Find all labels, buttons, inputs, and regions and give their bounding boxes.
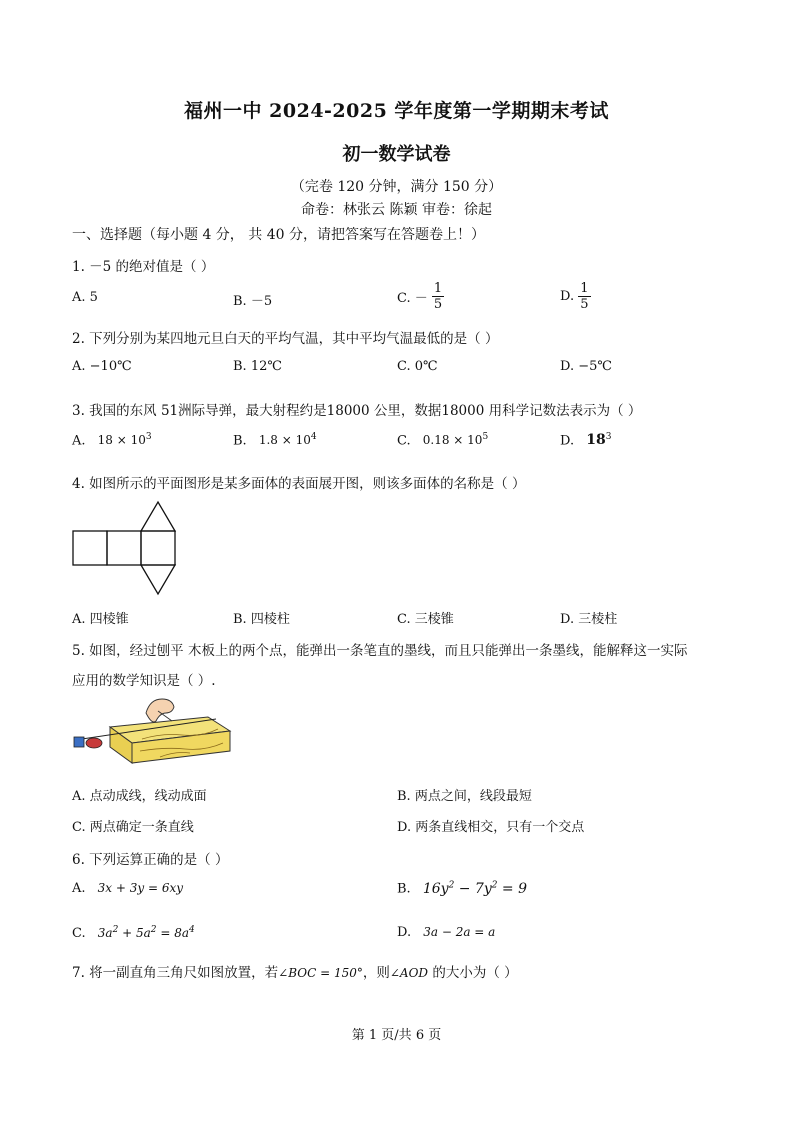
fraction-numerator: 1 — [433, 281, 443, 296]
q6-option-b — [397, 880, 527, 897]
q5-option-a: A. 点动成线，线动成面 — [72, 789, 207, 804]
q5-option-d: D. 两条直线相交，只有一个交点 — [397, 820, 585, 835]
q4-option-a: A. 四棱锥 — [72, 612, 129, 627]
q4-option-b: B. 四棱柱 — [233, 612, 290, 627]
q5-stem-line2: 应用的数学知识是（ ）. — [72, 673, 216, 689]
q1-option-a: A. 5 — [72, 290, 98, 305]
q6-c-expr — [98, 926, 195, 940]
option-label: D. — [560, 433, 575, 449]
exam-authors: 命卷：林张云 陈颖 审卷：徐起 — [301, 202, 492, 218]
net-square-3 — [141, 531, 175, 565]
q6-b-term1: 16y — [422, 880, 449, 897]
q6-b-exp: 2 — [491, 880, 498, 890]
q6-c-term1: 3a — [97, 926, 113, 940]
q3-option-d — [560, 432, 611, 448]
option-label: C. — [72, 926, 86, 941]
q3-d-base: 18 — [586, 432, 606, 449]
section-heading: 一、选择题（每小题 4 分， 共 40 分，请把答案写在答题卷上！） — [72, 227, 485, 243]
net-triangle-top — [141, 502, 175, 531]
q2-option-a: A. −10℃ — [72, 359, 132, 374]
q4-option-d: D. 三棱柱 — [560, 612, 618, 627]
option-label: B. — [397, 881, 411, 897]
fraction-numerator: 1 — [580, 281, 589, 296]
q5-stem-line1: 5. 如图，经过刨平 木板上的两个点，能弹出一条笔直的墨线，而且只能弹出一条墨线，能解释这一实际 — [72, 643, 688, 659]
q7-stem-part3: 的大小为（ ） — [428, 965, 518, 981]
fraction-denominator: 5 — [433, 297, 443, 312]
exam-title: 福州一中 2024-2025 学年度第一学期期末考试 — [184, 100, 609, 122]
exam-info: （完卷 120 分钟，满分 150 分） — [290, 179, 503, 195]
q1-option-c-prefix: C. － — [397, 291, 428, 306]
q3-b-exp: 4 — [310, 432, 317, 442]
q6-b-result: = 9 — [497, 880, 528, 897]
q6-option-a — [72, 881, 183, 896]
q3-option-c — [397, 432, 488, 448]
q7-angle-boc: ∠BOC = 150° — [278, 966, 363, 980]
q1-option-d-prefix: D. — [560, 289, 579, 304]
option-label: A. — [72, 433, 86, 449]
q3-c-base: 0.18 × 10 — [422, 433, 483, 448]
q6-c-exp2: 4 — [189, 925, 195, 935]
q3-b-base: 1.8 × 10 — [258, 433, 311, 448]
q2-option-c: C. 0℃ — [397, 359, 438, 374]
q6-b-exp: 2 — [448, 880, 455, 890]
q6-stem: 6. 下列运算正确的是（ ） — [72, 852, 229, 868]
q6-c-exp1: 2 — [150, 925, 157, 935]
q1-option-b: B. －5 — [233, 294, 273, 309]
q6-c-exp1: 2 — [112, 925, 119, 935]
option-label: D. — [397, 925, 412, 940]
q6-b-expr — [423, 881, 527, 897]
wooden-board-ink-line-figure — [70, 695, 236, 769]
prism-net-figure — [70, 500, 182, 596]
q3-stem: 3. 我国的东风 51洲际导弹，最大射程约是18000 公里，数据18000 用科学记数法表示为（ ） — [72, 403, 642, 419]
q6-d-expr: 3a − 2a = a — [423, 925, 496, 939]
q5-option-b: B. 两点之间，线段最短 — [397, 789, 532, 804]
q1-option-c-fraction — [432, 281, 444, 312]
option-label: A. — [72, 881, 86, 896]
q7-stem-part1: 7. 将一副直角三角尺如图放置，若 — [72, 965, 279, 981]
q6-option-d — [397, 925, 495, 940]
q3-option-a — [72, 432, 152, 448]
q2-option-b: B. 12℃ — [233, 359, 282, 374]
q7-stem-part2: ，则 — [362, 965, 390, 981]
paper-subtitle: 初一数学试卷 — [342, 144, 451, 165]
q3-option-b — [233, 432, 317, 448]
q3-a-base: 18 × 10 — [97, 433, 146, 448]
option-label: C. — [397, 433, 411, 449]
q3-c-exp: 5 — [482, 432, 489, 442]
q2-stem: 2. 下列分别为某四地元旦白天的平均气温，其中平均气温最低的是（ ） — [72, 331, 499, 347]
q3-d-exp: 3 — [605, 432, 612, 442]
q7-angle-aod: ∠AOD — [389, 966, 429, 980]
q6-c-term2: + 5a — [118, 926, 151, 940]
net-square-2 — [107, 531, 141, 565]
q6-b-term2: − 7y — [454, 880, 492, 897]
q5-option-c: C. 两点确定一条直线 — [72, 820, 194, 835]
q1-stem: 1. －5 的绝对值是（ ） — [72, 259, 215, 275]
q1-option-d-fraction — [578, 281, 590, 312]
option-label: B. — [233, 433, 247, 449]
q4-option-c: C. 三棱锥 — [397, 612, 454, 627]
q1-option-c — [397, 281, 444, 312]
q6-option-c — [72, 925, 195, 941]
q1-option-d — [560, 281, 591, 312]
q6-a-expr: 3x + 3y = 6xy — [97, 881, 184, 895]
q4-stem: 4. 如图所示的平面图形是某多面体的表面展开图，则该多面体的名称是（ ） — [72, 476, 526, 492]
net-triangle-bottom — [141, 565, 175, 594]
page-number-footer: 第 1 页/共 6 页 — [351, 1028, 442, 1043]
q7-stem — [72, 961, 518, 981]
net-square-1 — [73, 531, 107, 565]
q6-c-result: = 8a — [156, 926, 189, 940]
q3-a-exp: 3 — [145, 432, 152, 442]
fraction-denominator: 5 — [580, 297, 589, 312]
q2-option-d: D. −5℃ — [560, 359, 612, 374]
